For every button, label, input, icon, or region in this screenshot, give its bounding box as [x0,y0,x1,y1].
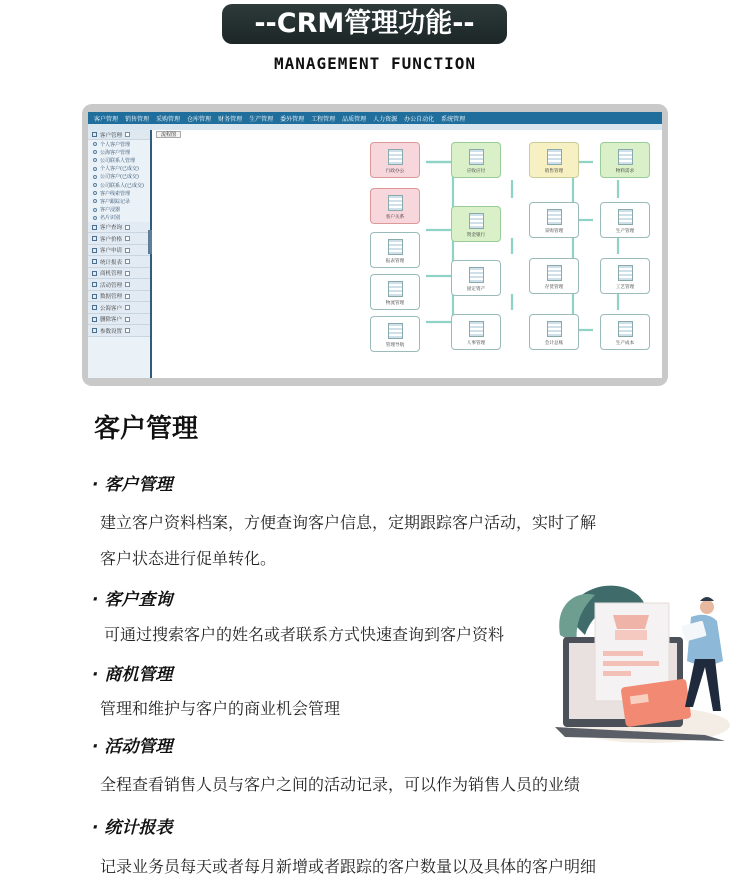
flow-node-label: 物料需求 [615,169,635,174]
flow-node[interactable] [370,188,420,224]
menu-item[interactable]: 委外管理 [280,115,305,123]
flow-node[interactable] [529,314,579,350]
flow-node[interactable] [600,202,650,238]
menu-item[interactable]: 客户管理 [94,115,119,123]
module-icon [388,281,403,297]
module-icon [618,265,633,281]
feature-title: · 客户管理 [92,475,173,495]
menu-item[interactable]: 工程管理 [311,115,336,123]
sidebar-group-label: 参数设置 [100,328,123,335]
menu-item[interactable]: 生产管理 [249,115,274,123]
flow-node-label: 生产管理 [615,229,635,234]
sidebar-item-label: 公司联系人(已成交) [100,182,144,189]
flow-node-label: 管理导航 [385,343,405,348]
module-icon [618,321,633,337]
flow-node-label: 存货管理 [544,285,564,290]
sidebar-item-label: 客户线索管理 [100,190,131,197]
flow-node-label: 报表管理 [385,259,405,264]
flow-node-label: 客户关系 [385,215,405,220]
module-icon [388,149,403,165]
flow-node-label: 固定资产 [466,287,486,292]
flow-node[interactable] [451,260,501,296]
flow-node[interactable] [370,142,420,178]
module-icon [547,149,562,165]
flow-node[interactable] [451,206,501,242]
sidebar-item-label: 公海客户管理 [100,149,131,156]
menu-item[interactable]: 财务管理 [218,115,243,123]
sidebar-item-label: 个人客户(已成交) [100,166,139,173]
flow-node[interactable] [600,258,650,294]
flow-node-label: 物流管理 [385,301,405,306]
feature-title: · 活动管理 [92,737,173,757]
sidebar-item-label: 公司客户(已成交) [100,174,139,181]
feature-description: 建立客户资料档案，方便查询客户信息，定期跟踪客户活动，实时了解 [100,513,597,532]
crm-screenshot-frame [82,104,668,386]
flow-node-label: 会计总账 [544,341,564,346]
crm-screen [88,112,662,378]
module-icon [547,321,562,337]
module-icon [469,149,484,165]
flow-node[interactable] [451,314,501,350]
connector [544,162,573,330]
tab-flowchart[interactable]: 流程图 [156,131,181,138]
feature-description: 管理和维护与客户的商业机会管理 [100,699,341,718]
flow-node-label: 行政办公 [385,169,405,174]
module-icon [469,321,484,337]
module-icon [469,267,484,283]
sidebar-group-label: 数据管理 [100,294,123,301]
flow-node[interactable] [600,314,650,350]
feature-title: · 统计报表 [92,818,173,838]
flow-node-label: 应收应付 [466,169,486,174]
sidebar-group-label: 客户申请 [100,248,123,255]
flow-node[interactable] [529,202,579,238]
module-icon [469,213,484,229]
menu-item[interactable]: 销售管理 [125,115,150,123]
menu-item[interactable]: 品质管理 [342,115,367,123]
flow-node-label: 销售管理 [544,169,564,174]
flow-node[interactable] [529,258,579,294]
flow-node-label: 工艺管理 [615,285,635,290]
module-icon [547,209,562,225]
flow-node-label: 采购管理 [544,229,564,234]
flow-node-label: 资金银行 [466,233,486,238]
section-heading: 客户管理 [94,414,199,444]
flow-node-label: 生产成本 [615,341,635,346]
sidebar-group-label: 活动管理 [100,282,123,289]
flow-node[interactable] [600,142,650,178]
sidebar-group-label: 统计报表 [100,259,123,266]
module-icon [618,209,633,225]
flow-node-label: 人事管理 [466,341,486,346]
page-banner-title: --CRM管理功能-- [222,4,507,44]
menu-item[interactable]: 办公自动化 [404,115,435,123]
flow-node[interactable] [370,274,420,310]
sidebar-group-label: 商机管理 [100,271,123,278]
sidebar-item-label: 客户跟踪记录 [100,198,131,205]
sidebar-item-label: 客户浸器 [100,207,121,214]
person-with-laptop-and-card-illustration [555,575,735,755]
flow-node[interactable] [529,142,579,178]
flow-node[interactable] [370,232,420,268]
sidebar-item-label: 公司联系人管理 [100,157,136,164]
menu-item[interactable]: 仓库管理 [187,115,212,123]
feature-title: · 客户查询 [92,590,173,610]
sidebar-head-label: 客户管理 [100,132,123,139]
menu-item[interactable]: 系统管理 [441,115,466,123]
sidebar-group-label: 客户价格 [100,236,123,243]
menu-item[interactable]: 人力资源 [373,115,398,123]
sidebar-item-label: 名片识别 [100,215,121,222]
sidebar-item-label: 个人客户管理 [100,141,131,148]
feature-description: 客户状态进行促单转化。 [100,549,277,568]
menu-item[interactable]: 采购管理 [156,115,181,123]
module-icon [618,149,633,165]
feature-description: 全程查看销售人员与客户之间的活动记录，可以作为销售人员的业绩 [100,775,581,794]
module-icon [388,239,403,255]
sidebar-group-label: 客户查询 [100,225,123,232]
module-icon [388,323,403,339]
page-subtitle: MANAGEMENT FUNCTION [273,54,477,73]
sidebar-group-label: 公海客户 [100,305,123,312]
flow-node[interactable] [451,142,501,178]
module-icon [388,195,403,211]
feature-description: 记录业务员每天或者每月新增或者跟踪的客户数量以及具体的客户明细 [100,857,597,876]
module-icon [547,265,562,281]
flow-node[interactable] [370,316,420,352]
feature-description: 可通过搜索客户的姓名或者联系方式快速查询到客户资料 [104,625,505,644]
feature-title: · 商机管理 [92,665,173,685]
sidebar-group-label: 删除客户 [100,317,123,324]
